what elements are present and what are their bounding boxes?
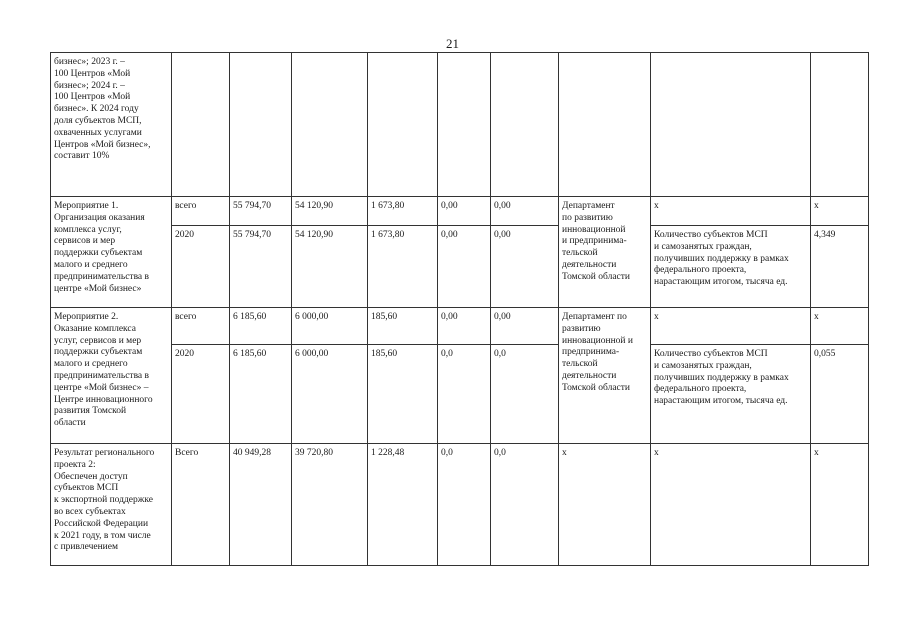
value-cell: 4,349 — [811, 226, 869, 308]
indicator-text: Количество субъектов МСП и самозанятых граждан, получивших поддержку в рамках федерального проекта, нарастающим итогом, тысяча ед. — [654, 230, 789, 288]
amount-cell: 6 000,00 — [292, 345, 368, 444]
indicator-cell — [651, 345, 811, 444]
amount-cell: 0,0 — [491, 444, 559, 566]
value-cell: x — [811, 308, 869, 345]
table-row-activity-1-2020 — [51, 226, 869, 308]
budget-table — [50, 52, 869, 566]
value-cell: x — [811, 197, 869, 226]
amount-cell: 0,00 — [491, 226, 559, 308]
table-cell — [438, 53, 491, 197]
executor-cell: x — [559, 444, 651, 566]
amount-cell: 0,00 — [438, 197, 491, 226]
value-cell: x — [811, 444, 869, 566]
amount-cell: 55 794,70 — [230, 197, 292, 226]
activity-1-name: Мероприятие 1. Организация оказания комплекса услуг, сервисов и мер поддержки субъектам малого и среднего предпринимательства в центре «Мой бизнес» — [54, 201, 150, 294]
executor-cell — [559, 308, 651, 444]
table-row-activity-2 — [51, 308, 869, 345]
amount-cell: 0,00 — [491, 308, 559, 345]
amount-cell: 1 673,80 — [368, 197, 438, 226]
amount-cell: 185,60 — [368, 345, 438, 444]
amount-cell: 185,60 — [368, 308, 438, 345]
activity-2-name: Мероприятие 2. Оказание комплекса услуг, сервисов и мер поддержки субъектам малого и среднего предпринимательства в центре «Мой бизнес» – Центре инновационного развития Томской области — [54, 312, 153, 429]
continuation-text: бизнес»; 2023 г. – 100 Центров «Мой бизнес»; 2024 г. – 100 Центров «Мой бизнес». К 2024 году доля субъектов МСП, охваченных услугами Центров «Мой бизнес», составит 10% — [54, 57, 151, 162]
executor-cell — [559, 197, 651, 308]
table-cell — [491, 53, 559, 197]
indicator-text: x — [654, 312, 659, 322]
amount-cell: 6 185,60 — [230, 345, 292, 444]
amount-cell: 1 673,80 — [368, 226, 438, 308]
table-cell — [368, 53, 438, 197]
amount-cell: 39 720,80 — [292, 444, 368, 566]
table-cell — [559, 53, 651, 197]
page-number: 21 — [446, 36, 459, 51]
year-cell: Всего — [172, 444, 230, 566]
result-2-name: Результат регионального проекта 2: Обеспечен доступ субъектов МСП к экспортной поддержке во всех субъектах Российской Федерации к 2021 году, в том числе с привлечением — [54, 448, 155, 553]
table-cell — [172, 53, 230, 197]
amount-cell: 55 794,70 — [230, 226, 292, 308]
amount-cell: 0,0 — [438, 345, 491, 444]
result-name-cell — [51, 444, 172, 566]
activity-name-cell — [51, 308, 172, 444]
amount-cell: 40 949,28 — [230, 444, 292, 566]
amount-cell: 6 185,60 — [230, 308, 292, 345]
indicator-cell — [651, 308, 811, 345]
amount-cell: 0,00 — [491, 197, 559, 226]
table-cell — [51, 53, 172, 197]
year-cell: всего — [172, 197, 230, 226]
amount-cell: 6 000,00 — [292, 308, 368, 345]
activity-1-executor: Департамент по развитию инновационной и предпринима- тельской деятельности Томской области — [562, 201, 630, 282]
table-row-result-2 — [51, 444, 869, 566]
year-cell: всего — [172, 308, 230, 345]
table-cell — [230, 53, 292, 197]
year-cell: 2020 — [172, 226, 230, 308]
table-row-activity-2-2020 — [51, 345, 869, 444]
year-cell: 2020 — [172, 345, 230, 444]
amount-cell: 54 120,90 — [292, 197, 368, 226]
amount-cell: 54 120,90 — [292, 226, 368, 308]
amount-cell: 1 228,48 — [368, 444, 438, 566]
value-cell: 0,055 — [811, 345, 869, 444]
amount-cell: 0,0 — [491, 345, 559, 444]
table-cell — [651, 53, 811, 197]
indicator-cell — [651, 197, 811, 226]
table-cell — [292, 53, 368, 197]
table-cell — [811, 53, 869, 197]
amount-cell: 0,00 — [438, 226, 491, 308]
table-row-continuation — [51, 53, 869, 197]
activity-2-executor: Департамент по развитию инновационной и предпринима- тельской деятельности Томской области — [562, 312, 633, 393]
indicator-text: Количество субъектов МСП и самозанятых граждан, получивших поддержку в рамках федерального проекта, нарастающим итогом, тысяча ед. — [654, 349, 789, 407]
activity-name-cell — [51, 197, 172, 308]
indicator-cell — [651, 226, 811, 308]
table-row-activity-1 — [51, 197, 869, 226]
amount-cell: 0,0 — [438, 444, 491, 566]
indicator-cell: x — [651, 444, 811, 566]
indicator-text: x — [654, 201, 659, 211]
amount-cell: 0,00 — [438, 308, 491, 345]
